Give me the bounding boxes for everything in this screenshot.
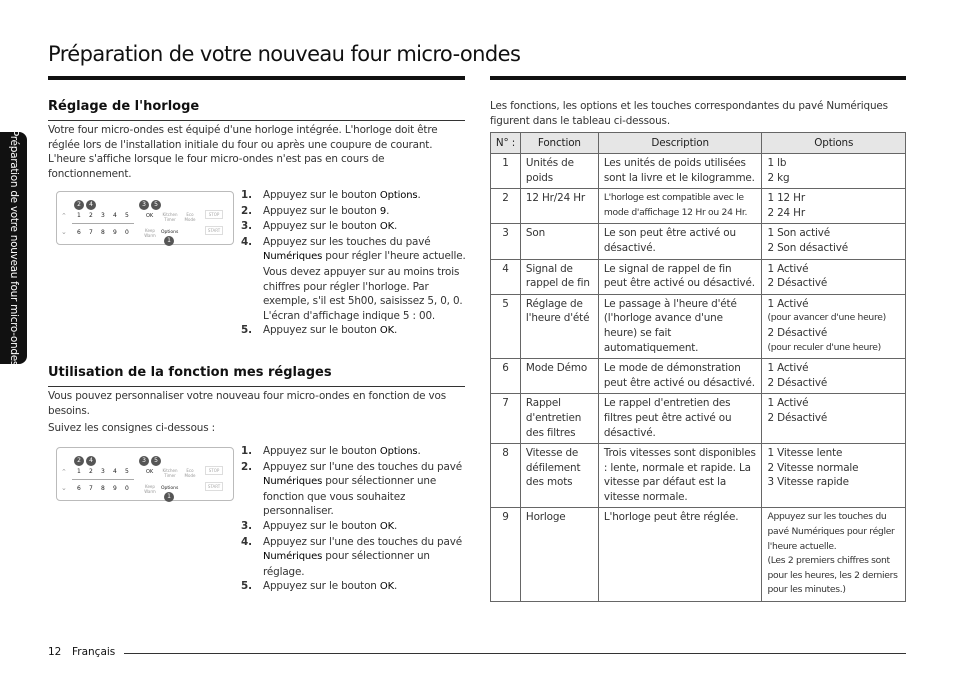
callout-badge: 4 xyxy=(86,456,96,466)
function-cell: Unités de poids xyxy=(520,154,598,189)
clock-steps xyxy=(241,188,467,339)
side-tab-label: Préparation de votre nouveau four micro-ondes xyxy=(7,129,20,367)
page-title: Préparation de votre nouveau four micro-ondes xyxy=(48,42,521,66)
clock-section-title: Réglage de l'horloge xyxy=(48,99,200,114)
option-line: (pour reculer d'une heure) xyxy=(767,341,881,353)
keep-warm-key: Keep Warm xyxy=(144,228,156,238)
step-item: 5. Appuyez sur le bouton OK. xyxy=(241,580,398,593)
option-line: 2 Son désactivé xyxy=(767,241,848,254)
stop-key: STOP xyxy=(205,210,223,219)
panel-key: 7 xyxy=(89,229,93,236)
option-line: 1 Son activé xyxy=(767,227,831,240)
row-number: 1 xyxy=(491,154,521,189)
callout-badge: 5 xyxy=(151,200,161,210)
step-item: 2. Appuyez sur l'une des touches du pavé Numériques pour sélectionner une fonction que vous souhaitez personnaliser. xyxy=(241,460,462,518)
panel-key: 5 xyxy=(125,212,129,219)
description-cell: Le passage à l'heure d'été (l'horloge avance d'une heure) se fait automatiquement. xyxy=(598,294,762,358)
table-row xyxy=(491,189,906,224)
option-line: 2 24 Hr xyxy=(767,206,805,219)
header-description: Description xyxy=(598,133,762,154)
callout-badge: 1 xyxy=(164,236,174,246)
kitchen-timer-key: Kitchen Timer xyxy=(162,212,178,222)
start-key: START xyxy=(205,226,223,235)
table-row xyxy=(491,294,906,358)
row-number: 7 xyxy=(491,394,521,444)
function-cell: Rappel d'entretien des filtres xyxy=(520,394,598,444)
options-cell xyxy=(762,508,906,602)
function-cell: Vitesse de défilement des mots xyxy=(520,444,598,508)
ok-key: OK xyxy=(146,469,154,475)
options-key: Options xyxy=(161,486,179,491)
panel-key: 7 xyxy=(89,485,93,492)
panel-key: 9 xyxy=(113,229,117,236)
clock-intro: Votre four micro-ondes est équipé d'une horloge intégrée. L'horloge doit être réglée lors de l'installation initiale du four ou après une coupure de courant. L'heure s'affiche lorsque le four micro-ondes n'est pas en cours de fonctionnement. xyxy=(48,124,438,180)
step-item: 2. Appuyez sur le bouton 9. xyxy=(241,204,390,217)
button-key-name: Options xyxy=(379,446,418,457)
button-key-name: OK xyxy=(379,221,395,233)
table-row xyxy=(491,359,906,394)
description-cell: Le son peut être activé ou désactivé. xyxy=(598,224,762,259)
step-number: 4. xyxy=(241,235,252,248)
options-cell xyxy=(762,394,906,444)
panel-key: 6 xyxy=(77,485,81,492)
button-key-name: Numériques xyxy=(263,551,323,563)
panel-key: 2 xyxy=(89,212,93,219)
function-cell: Son xyxy=(520,224,598,259)
option-line: (pour avancer d'une heure) xyxy=(767,312,886,324)
option-line: 1 Activé xyxy=(767,397,809,410)
panel-key: 8 xyxy=(101,229,105,236)
table-row xyxy=(491,259,906,294)
table-row xyxy=(491,154,906,189)
description-cell: Les unités de poids utilisées sont la livre et le kilogramme. xyxy=(598,154,762,189)
page-language: Français xyxy=(72,646,116,658)
function-cell: Signal de rappel de fin xyxy=(520,259,598,294)
callout-badge: 2 xyxy=(74,456,84,466)
button-key-name: Numériques xyxy=(791,526,845,538)
keep-warm-key: Keep Warm xyxy=(144,484,156,494)
ok-key: OK xyxy=(146,213,154,219)
options-cell xyxy=(762,154,906,189)
option-line: 2 Désactivé xyxy=(767,326,828,339)
down-arrow-icon: ⌄ xyxy=(61,228,67,236)
step-item: 1. Appuyez sur le bouton Options. xyxy=(241,445,421,457)
row-number: 4 xyxy=(491,259,521,294)
start-key: START xyxy=(205,482,223,491)
function-cell: Horloge xyxy=(520,508,598,602)
step-item: 3. Appuyez sur le bouton OK. xyxy=(241,519,398,532)
options-cell xyxy=(762,444,906,508)
panel-key: 0 xyxy=(125,229,129,236)
step-number: 5. xyxy=(241,324,252,337)
header-number: N° : xyxy=(491,133,521,154)
panel-key: 2 xyxy=(89,468,93,475)
title-rule-right xyxy=(490,76,906,80)
settings-follow: Suivez les consignes ci-dessous : xyxy=(48,422,215,434)
footer-rule xyxy=(124,653,906,654)
option-line: 2 Désactivé xyxy=(767,277,828,290)
option-line: 1 Vitesse lente xyxy=(767,447,843,460)
table-row xyxy=(491,444,906,508)
options-cell xyxy=(762,224,906,259)
eco-key: Eco Mode xyxy=(184,212,196,222)
step-item: 4. Appuyez sur l'une des touches du pavé Numériques pour sélectionner un réglage. xyxy=(241,535,462,578)
panel-key: 4 xyxy=(113,212,117,219)
panel-key: 3 xyxy=(101,468,105,475)
options-cell xyxy=(762,259,906,294)
option-line: 2 kg xyxy=(767,171,790,184)
settings-section-title: Utilisation de la fonction mes réglages xyxy=(48,365,332,380)
control-panel-illustration xyxy=(56,447,234,501)
button-key-name: 9 xyxy=(379,205,387,217)
options-table xyxy=(490,132,906,602)
panel-key: 9 xyxy=(113,485,117,492)
step-number: 2. xyxy=(241,204,252,217)
table-row xyxy=(491,508,906,602)
row-number: 3 xyxy=(491,224,521,259)
up-arrow-icon: ⌃ xyxy=(61,212,67,220)
step-number: 3. xyxy=(241,220,252,233)
row-number: 6 xyxy=(491,359,521,394)
step-number: 1. xyxy=(241,445,252,457)
function-cell: 12 Hr/24 Hr xyxy=(520,189,598,224)
button-key-name: OK xyxy=(379,520,395,532)
callout-badge: 3 xyxy=(139,200,149,210)
up-arrow-icon: ⌃ xyxy=(61,468,67,476)
eco-key: Eco Mode xyxy=(184,468,196,478)
row-number: 2 xyxy=(491,189,521,224)
panel-divider xyxy=(72,479,134,480)
button-key-name: Numériques xyxy=(263,251,323,263)
option-line: 1 12 Hr xyxy=(767,192,805,205)
row-number: 9 xyxy=(491,508,521,602)
panel-key: 0 xyxy=(125,485,129,492)
step-number: 2. xyxy=(241,460,252,473)
down-arrow-icon: ⌄ xyxy=(61,484,67,492)
option-line: 2 Désactivé xyxy=(767,411,828,424)
description-cell: Le signal de rappel de fin peut être activé ou désactivé. xyxy=(598,259,762,294)
settings-steps xyxy=(241,444,467,595)
callout-badge: 3 xyxy=(139,456,149,466)
settings-intro: Vous pouvez personnaliser votre nouveau four micro-ondes en fonction de vos besoins. xyxy=(48,390,447,417)
button-key-name: OK xyxy=(379,581,395,593)
button-key-name: Numériques xyxy=(263,476,323,488)
panel-divider xyxy=(72,223,134,224)
header-function: Fonction xyxy=(520,133,598,154)
description-cell: L'horloge est compatible avec le mode d'affichage 12 Hr ou 24 Hr. xyxy=(598,189,762,224)
step-item: 5. Appuyez sur le bouton OK. xyxy=(241,324,398,337)
step-item: 4. Appuyez sur les touches du pavé Numériques pour régler l'heure actuelle. Vous devez appuyer sur au moins trois chiffres pour régler l'horloge. Par exemple, s'il est 5h00, saisissez 5, 0, 0. L'écran d'affichage indique 5 : 00. xyxy=(241,235,466,322)
step-item: 1. Appuyez sur le bouton Options. xyxy=(241,189,421,201)
step-number: 4. xyxy=(241,535,252,548)
options-cell xyxy=(762,189,906,224)
header-options: Options xyxy=(762,133,906,154)
panel-key: 3 xyxy=(101,212,105,219)
callout-badge: 4 xyxy=(86,200,96,210)
option-line: 3 Vitesse rapide xyxy=(767,476,849,489)
stop-key: STOP xyxy=(205,466,223,475)
option-line: 2 Désactivé xyxy=(767,376,828,389)
table-header-row xyxy=(491,133,906,154)
table-row xyxy=(491,394,906,444)
callout-badge: 5 xyxy=(151,456,161,466)
panel-key: 5 xyxy=(125,468,129,475)
option-line: 1 Activé xyxy=(767,297,809,310)
button-key-name: OK xyxy=(379,325,395,337)
page-number: 12 xyxy=(48,646,62,658)
row-number: 5 xyxy=(491,294,521,358)
function-cell: Mode Démo xyxy=(520,359,598,394)
clock-section-rule xyxy=(48,120,465,121)
control-panel-illustration xyxy=(56,191,234,245)
table-intro: Les fonctions, les options et les touches correspondantes du pavé Numériques figurent dans le tableau ci-dessous. xyxy=(490,100,888,127)
option-line: 1 Activé xyxy=(767,362,809,375)
panel-key: 1 xyxy=(77,468,81,475)
option-text: Appuyez sur les touches du pavé Numériques pour régler l'heure actuelle. xyxy=(767,511,895,552)
option-line: 2 Vitesse normale xyxy=(767,461,859,474)
step-item: 3. Appuyez sur le bouton OK. xyxy=(241,220,398,233)
panel-key: 6 xyxy=(77,229,81,236)
description-cell: Le rappel d'entretien des filtres peut être activé ou désactivé. xyxy=(598,394,762,444)
step-number: 5. xyxy=(241,580,252,593)
options-key: Options xyxy=(161,230,179,235)
callout-badge: 1 xyxy=(164,492,174,502)
option-line: 1 Activé xyxy=(767,262,809,275)
option-note: (Les 2 premiers chiffres sont pour les heures, les 2 derniers pour les minutes.) xyxy=(767,555,898,596)
options-cell xyxy=(762,294,906,358)
kitchen-timer-key: Kitchen Timer xyxy=(162,468,178,478)
function-cell: Réglage de l'heure d'été xyxy=(520,294,598,358)
button-key-name: Options xyxy=(379,190,418,201)
options-cell xyxy=(762,359,906,394)
settings-section-rule xyxy=(48,386,465,387)
panel-key: 4 xyxy=(113,468,117,475)
chapter-side-tab xyxy=(0,129,27,367)
callout-badge: 2 xyxy=(74,200,84,210)
description-cell: Trois vitesses sont disponibles : lente, normale et rapide. La vitesse par défaut est la vitesse normale. xyxy=(598,444,762,508)
row-number: 8 xyxy=(491,444,521,508)
option-line: 1 lb xyxy=(767,157,787,169)
panel-key: 8 xyxy=(101,485,105,492)
description-cell: L'horloge peut être réglée. xyxy=(598,508,762,602)
step-number: 1. xyxy=(241,189,252,201)
title-rule-left xyxy=(48,76,465,80)
table-row xyxy=(491,224,906,259)
description-cell: Le mode de démonstration peut être activé ou désactivé. xyxy=(598,359,762,394)
panel-key: 1 xyxy=(77,212,81,219)
step-number: 3. xyxy=(241,519,252,532)
